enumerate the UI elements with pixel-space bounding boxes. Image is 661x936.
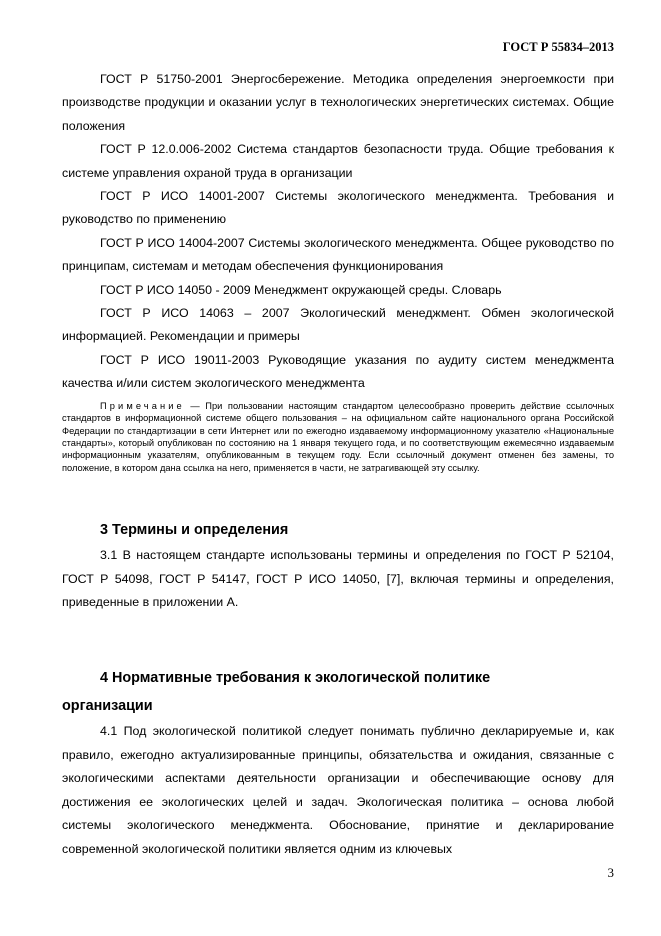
reference-iso-14001: ГОСТ Р ИСО 14001-2007 Системы экологического менеджмента. Требования и руководство по применению [62, 189, 614, 227]
reference-iso-14063: ГОСТ Р ИСО 14063 – 2007 Экологический менеджмент. Обмен экологической информацией. Рекомендации и примеры [62, 306, 614, 344]
section-3-paragraph-1: 3.1 В настоящем стандарте использованы термины и определения по ГОСТ Р 52104, ГОСТ Р 54098, ГОСТ Р 54147, ГОСТ Р ИСО 14050, [7], включая термины и определения, приведенные в приложении А. [62, 548, 614, 610]
reference-iso-14050: ГОСТ Р ИСО 14050 - 2009 Менеджмент окружающей среды. Словарь [100, 282, 502, 297]
note-label: Примечание [100, 400, 185, 411]
reference-iso-14004: ГОСТ Р ИСО 14004-2007 Системы экологического менеджмента. Общее руководство по принципам, системам и методам обеспечения функционирования [62, 235, 614, 274]
note-text: — При пользовании настоящим стандартом целесообразно проверить действие ссылочных стандартов в информационной системе общего пользования – на официальном сайте национального органа Российской Федерации по стандартизации в сети Интернет или по ежегодно издаваемому информационному указателю «Национальные стандарты», который опубликован по состоянию на 1 января текущего года, и по соответствующим ежемесячно издаваемым информационным указателям, опубликованным в текущем году. Если ссылочный документ отменен без замены, то положение, в котором дана ссылка на него, применяется в части, не затрагивающей эту ссылку. [62, 400, 614, 473]
reference-gost-12-0-006: ГОСТ Р 12.0.006-2002 Система стандартов безопасности труда. Общие требования к системе управления охраной труда в организации [62, 142, 614, 180]
section-4-title-line-1: 4 Нормативные требования к экологической политике [100, 669, 491, 686]
page-number: 3 [607, 865, 614, 880]
section-4-title [62, 664, 614, 720]
document-code-header: ГОСТ Р 55834–2013 [502, 40, 614, 54]
reference-gost-51750: ГОСТ Р 51750-2001 Энергосбережение. Методика определения энергоемкости при производстве продукции и оказании услуг в технологических энергетических системах. Общие положения [62, 72, 614, 133]
reference-iso-19011: ГОСТ Р ИСО 19011-2003 Руководящие указания по аудиту систем менеджмента качества и/или систем экологического менеджмента [62, 352, 614, 391]
section-3-title: 3 Термины и определения [100, 522, 289, 539]
section-4-title-line-2: организации [62, 697, 153, 714]
section-4-paragraph-1: 4.1 Под экологической политикой следует понимать публично декларируемые и, как правило, ежегодно актуализированные принципы, обязательства и ожидания, связанные с экологическими аспектами деятельности организации и обеспечивающие основу для достижения ее экологических целей и задач. Экологическая политика – основа любой системы экологического менеджмента. Обоснование, принятие и декларирование современной экологической политики является одним из ключевых [62, 723, 614, 856]
reference-note [62, 400, 614, 474]
page-body [62, 68, 614, 861]
